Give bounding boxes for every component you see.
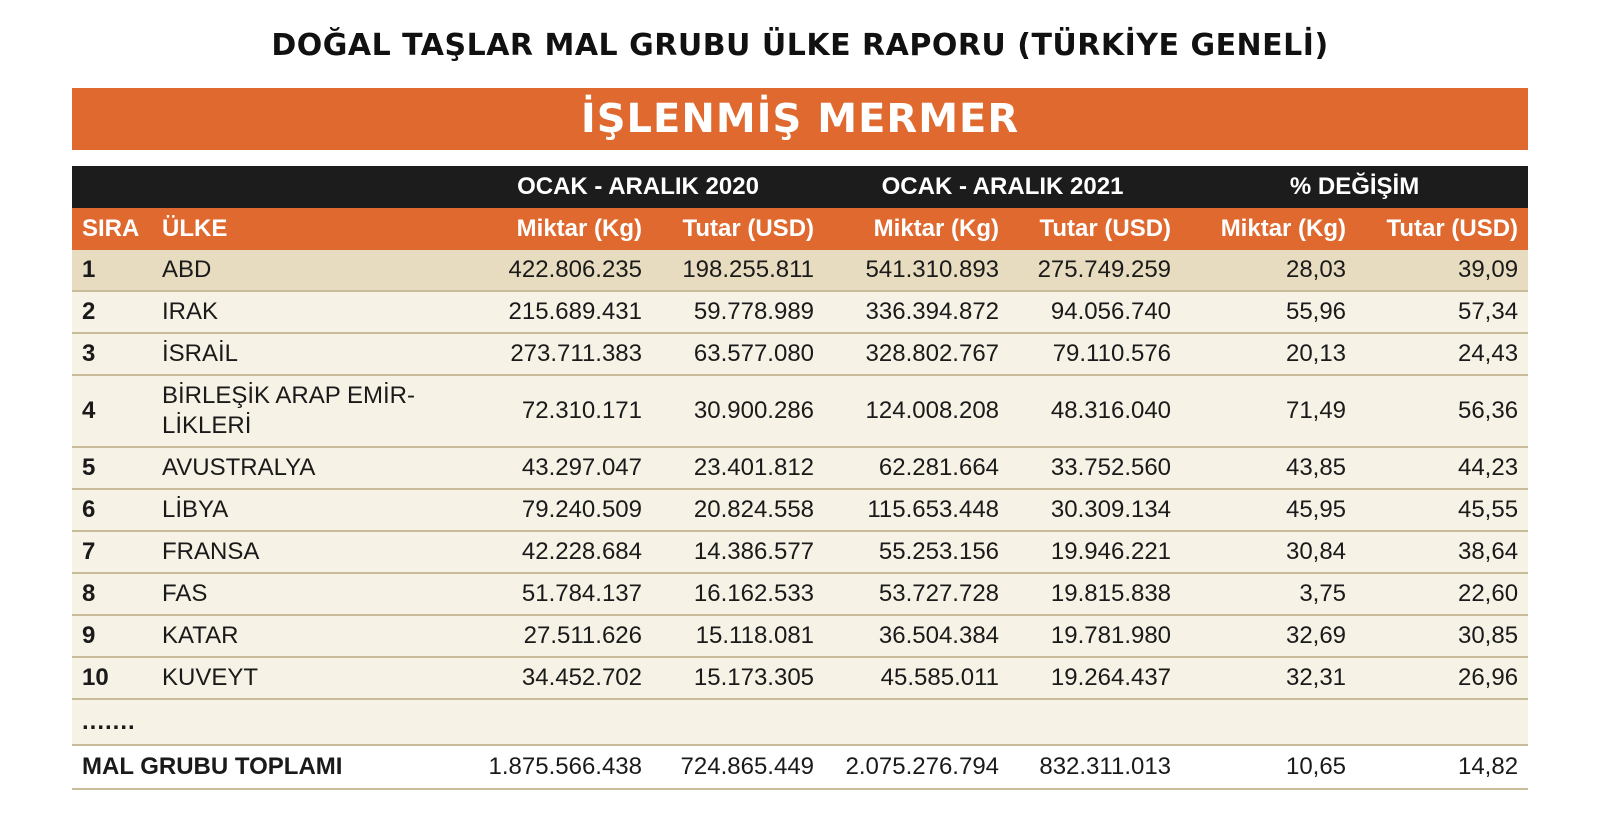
table-row (72, 615, 1528, 657)
row-tutar-2021: 30.309.134 (1009, 489, 1181, 531)
row-miktar-change: 3,75 (1181, 573, 1356, 615)
row-tutar-2020: 16.162.533 (652, 573, 824, 615)
row-miktar-2020: 422.806.235 (452, 250, 652, 291)
row-miktar-2020: 72.310.171 (452, 375, 652, 447)
table-row (72, 531, 1528, 573)
row-rank: 5 (72, 447, 152, 489)
row-tutar-2021: 33.752.560 (1009, 447, 1181, 489)
ellipsis-text: ....... (72, 699, 1528, 745)
row-miktar-2021: 62.281.664 (824, 447, 1009, 489)
total-miktar-2020: 1.875.566.438 (452, 745, 652, 789)
total-miktar-2021: 2.075.276.794 (824, 745, 1009, 789)
row-tutar-change: 57,34 (1356, 291, 1528, 333)
row-miktar-2020: 215.689.431 (452, 291, 652, 333)
row-miktar-2020: 51.784.137 (452, 573, 652, 615)
row-tutar-2020: 20.824.558 (652, 489, 824, 531)
row-rank: 6 (72, 489, 152, 531)
row-country: KUVEYT (152, 657, 452, 699)
row-tutar-2021: 19.781.980 (1009, 615, 1181, 657)
change-percent-header: % DEĞİŞİM (1181, 166, 1528, 208)
table-row (72, 291, 1528, 333)
col-header-tutar-change: Tutar (USD) (1356, 208, 1528, 250)
table-row (72, 250, 1528, 291)
period-2020-header: OCAK - ARALIK 2020 (452, 166, 824, 208)
row-miktar-change: 30,84 (1181, 531, 1356, 573)
period-header-row (72, 166, 1528, 208)
total-tutar-2021: 832.311.013 (1009, 745, 1181, 789)
col-header-miktar-2021: Miktar (Kg) (824, 208, 1009, 250)
row-miktar-2020: 27.511.626 (452, 615, 652, 657)
row-tutar-2021: 19.815.838 (1009, 573, 1181, 615)
row-tutar-change: 56,36 (1356, 375, 1528, 447)
row-tutar-2020: 15.118.081 (652, 615, 824, 657)
row-miktar-2021: 328.802.767 (824, 333, 1009, 375)
row-miktar-2021: 115.653.448 (824, 489, 1009, 531)
row-country: İSRAİL (152, 333, 452, 375)
period-header-spacer (72, 166, 452, 208)
row-miktar-change: 32,69 (1181, 615, 1356, 657)
row-miktar-2020: 43.297.047 (452, 447, 652, 489)
total-row (72, 745, 1528, 789)
row-tutar-2021: 94.056.740 (1009, 291, 1181, 333)
table-row (72, 489, 1528, 531)
col-header-miktar-change: Miktar (Kg) (1181, 208, 1356, 250)
report-title: DOĞAL TAŞLAR MAL GRUBU ÜLKE RAPORU (TÜRKİYE GENELİ) (271, 28, 1329, 63)
row-miktar-change: 28,03 (1181, 250, 1356, 291)
row-country: LİBYA (152, 489, 452, 531)
row-rank: 2 (72, 291, 152, 333)
table-row (72, 375, 1528, 447)
row-tutar-2021: 79.110.576 (1009, 333, 1181, 375)
row-tutar-2021: 48.316.040 (1009, 375, 1181, 447)
row-tutar-change: 30,85 (1356, 615, 1528, 657)
col-header-ulke: ÜLKE (152, 208, 452, 250)
row-miktar-change: 55,96 (1181, 291, 1356, 333)
total-label: MAL GRUBU TOPLAMI (72, 745, 452, 789)
row-tutar-2021: 19.264.437 (1009, 657, 1181, 699)
row-rank: 9 (72, 615, 152, 657)
row-miktar-2021: 336.394.872 (824, 291, 1009, 333)
row-tutar-change: 39,09 (1356, 250, 1528, 291)
row-tutar-2020: 15.173.305 (652, 657, 824, 699)
row-country: FRANSA (152, 531, 452, 573)
row-country: ABD (152, 250, 452, 291)
row-tutar-change: 26,96 (1356, 657, 1528, 699)
row-rank: 7 (72, 531, 152, 573)
ellipsis-row (72, 699, 1528, 745)
row-rank: 10 (72, 657, 152, 699)
row-tutar-2020: 30.900.286 (652, 375, 824, 447)
col-header-tutar-2021: Tutar (USD) (1009, 208, 1181, 250)
row-tutar-change: 24,43 (1356, 333, 1528, 375)
row-country: BİRLEŞİK ARAP EMİR-LİKLERİ (152, 375, 452, 447)
row-tutar-2020: 198.255.811 (652, 250, 824, 291)
row-tutar-change: 38,64 (1356, 531, 1528, 573)
row-country: FAS (152, 573, 452, 615)
row-miktar-2021: 36.504.384 (824, 615, 1009, 657)
row-miktar-change: 45,95 (1181, 489, 1356, 531)
table-row (72, 657, 1528, 699)
row-country: IRAK (152, 291, 452, 333)
row-miktar-2020: 273.711.383 (452, 333, 652, 375)
period-2021-header: OCAK - ARALIK 2021 (824, 166, 1181, 208)
row-miktar-change: 32,31 (1181, 657, 1356, 699)
row-miktar-change: 20,13 (1181, 333, 1356, 375)
row-tutar-2020: 59.778.989 (652, 291, 824, 333)
row-rank: 4 (72, 375, 152, 447)
row-tutar-2020: 63.577.080 (652, 333, 824, 375)
row-country: KATAR (152, 615, 452, 657)
row-tutar-change: 22,60 (1356, 573, 1528, 615)
column-header-row (72, 208, 1528, 250)
row-tutar-2020: 14.386.577 (652, 531, 824, 573)
row-rank: 1 (72, 250, 152, 291)
total-tutar-2020: 724.865.449 (652, 745, 824, 789)
row-miktar-change: 71,49 (1181, 375, 1356, 447)
row-miktar-change: 43,85 (1181, 447, 1356, 489)
table-row (72, 333, 1528, 375)
row-rank: 3 (72, 333, 152, 375)
row-miktar-2020: 42.228.684 (452, 531, 652, 573)
row-country: AVUSTRALYA (152, 447, 452, 489)
col-header-tutar-2020: Tutar (USD) (652, 208, 824, 250)
row-miktar-2020: 34.452.702 (452, 657, 652, 699)
row-rank: 8 (72, 573, 152, 615)
row-tutar-2021: 275.749.259 (1009, 250, 1181, 291)
table-row (72, 447, 1528, 489)
col-header-miktar-2020: Miktar (Kg) (452, 208, 652, 250)
row-tutar-2020: 23.401.812 (652, 447, 824, 489)
row-miktar-2021: 53.727.728 (824, 573, 1009, 615)
row-miktar-2021: 45.585.011 (824, 657, 1009, 699)
col-header-sira: SIRA (72, 208, 152, 250)
row-tutar-change: 45,55 (1356, 489, 1528, 531)
row-miktar-2020: 79.240.509 (452, 489, 652, 531)
row-miktar-2021: 541.310.893 (824, 250, 1009, 291)
row-tutar-change: 44,23 (1356, 447, 1528, 489)
total-tutar-change: 14,82 (1356, 745, 1528, 789)
total-miktar-change: 10,65 (1181, 745, 1356, 789)
row-miktar-2021: 55.253.156 (824, 531, 1009, 573)
table-row (72, 573, 1528, 615)
row-miktar-2021: 124.008.208 (824, 375, 1009, 447)
row-tutar-2021: 19.946.221 (1009, 531, 1181, 573)
section-banner: İŞLENMİŞ MERMER (72, 88, 1528, 150)
country-report-table (72, 166, 1528, 790)
